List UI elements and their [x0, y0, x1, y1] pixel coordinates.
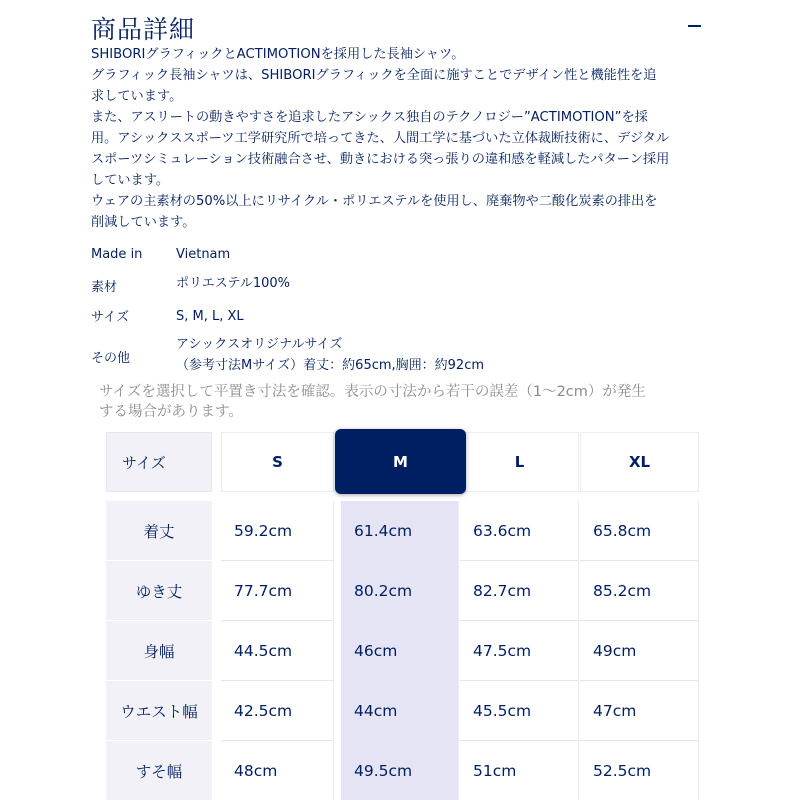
table-cell: 45.5cm: [460, 681, 579, 741]
description-line: 削減しています。: [91, 215, 196, 230]
table-row: [106, 681, 699, 741]
table-cell: 82.7cm: [460, 561, 579, 621]
table-row: [106, 501, 699, 561]
row-label: ウエスト幅: [106, 681, 212, 741]
table-cell: 65.8cm: [580, 501, 699, 561]
table-cell: 52.5cm: [580, 741, 699, 800]
table-cell: 47cm: [580, 681, 699, 741]
description-line: ウェアの主素材の50%以上にリサイクル・ポリエステルを使用し、廃棄物や二酸化炭素の排出を: [91, 194, 658, 209]
table-cell: 49.5cm: [341, 741, 459, 800]
description-line: SHIBORIグラフィックとACTIMOTIONを採用した長袖シャツ。: [91, 47, 465, 62]
size-tab-s[interactable]: S: [221, 432, 334, 492]
table-cell: 77.7cm: [221, 561, 334, 621]
size-header-label: サイズ: [106, 432, 212, 492]
spec-value: アシックスオリジナルサイズ: [176, 337, 343, 352]
row-label: ゆき丈: [106, 561, 212, 621]
collapse-button[interactable]: [685, 14, 707, 36]
description-line: スポーツシミュレーション技術融合させ、動きにおける突っ張りの違和感を軽減したパターン採用: [91, 152, 670, 167]
table-cell: 44.5cm: [221, 621, 334, 681]
size-selector: [106, 432, 699, 492]
size-tab-m[interactable]: M: [335, 429, 466, 494]
size-notice-line: する場合があります。: [99, 404, 243, 420]
table-row: [106, 621, 699, 681]
description-line: また、アスリートの動きやすさを追求したアシックス独自のテクノロジー”ACTIMOTION”を採: [91, 110, 648, 125]
table-cell: 48cm: [221, 741, 334, 800]
size-tab-xl[interactable]: XL: [580, 432, 699, 492]
table-cell: 61.4cm: [341, 501, 459, 561]
product-description: [91, 44, 711, 233]
spec-value: Vietnam: [176, 247, 231, 262]
size-notice-line: サイズを選択して平置き寸法を確認。表示の寸法から若干の誤差（1〜2cm）が発生: [99, 384, 646, 400]
row-label: すそ幅: [106, 741, 212, 800]
spec-value: ポリエステル100%: [176, 276, 290, 291]
spec-value: S, M, L, XL: [176, 309, 244, 324]
table-cell: 42.5cm: [221, 681, 334, 741]
row-label: 着丈: [106, 501, 212, 561]
spec-key: その他: [91, 351, 131, 366]
table-row: [106, 741, 699, 800]
table-cell: 47.5cm: [460, 621, 579, 681]
spec-key: Made in: [91, 247, 143, 262]
spec-key: 素材: [91, 280, 118, 295]
table-cell: 44cm: [341, 681, 459, 741]
table-row: [106, 561, 699, 621]
table-cell: 51cm: [460, 741, 579, 800]
table-cell: 46cm: [341, 621, 459, 681]
size-tab-l[interactable]: L: [460, 432, 579, 492]
table-cell: 49cm: [580, 621, 699, 681]
section-title: 商品詳細: [91, 15, 196, 44]
table-cell: 85.2cm: [580, 561, 699, 621]
table-cell: 59.2cm: [221, 501, 334, 561]
spec-value: （参考寸法Mサイズ）着丈：約65cm,胸囲：約92cm: [176, 358, 485, 373]
spec-key: サイズ: [91, 310, 129, 325]
table-cell: 80.2cm: [341, 561, 459, 621]
table-cell: 63.6cm: [460, 501, 579, 561]
description-line: 求しています。: [91, 89, 183, 104]
row-label: 身幅: [106, 621, 212, 681]
product-detail-header: [91, 8, 711, 44]
description-line: 用。アシックススポーツ工学研究所で培ってきた、人間工学に基づいた立体裁断技術に、デジタル: [91, 131, 670, 146]
description-line: しています。: [91, 173, 170, 188]
size-notice: [99, 382, 719, 422]
minus-icon: [688, 25, 701, 27]
description-line: グラフィック長袖シャツは、SHIBORIグラフィックを全面に施すことでデザイン性と機能性を追: [91, 68, 657, 83]
